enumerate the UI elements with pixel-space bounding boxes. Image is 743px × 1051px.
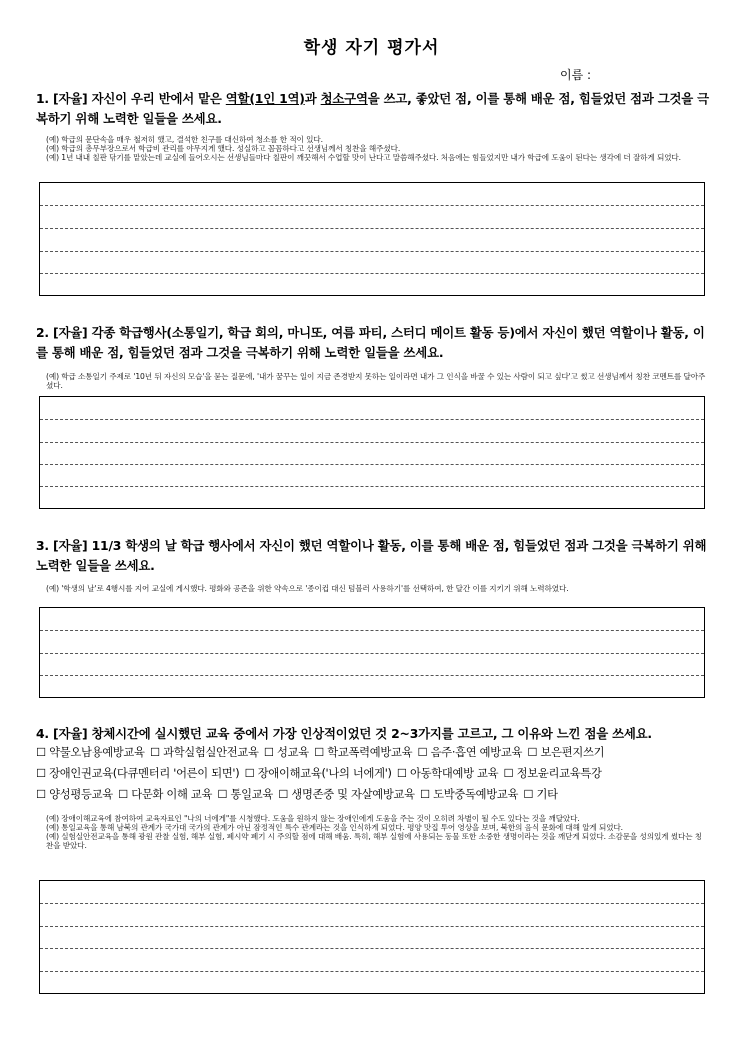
writing-line	[40, 205, 704, 206]
checkbox-icon: ☐	[503, 767, 514, 780]
checkbox-icon: ☐	[36, 767, 46, 780]
checkbox-icon: ☐	[420, 788, 430, 801]
option-checkbox[interactable]	[150, 746, 259, 759]
option-checkbox[interactable]	[523, 788, 557, 801]
page-title: 학생 자기 평가서	[303, 38, 440, 58]
writing-line	[40, 903, 704, 904]
q3-examples	[46, 584, 708, 593]
checkbox-icon: ☐	[244, 767, 255, 780]
q1-role-underlined: 역할(1인 1역)	[225, 91, 305, 106]
writing-line	[40, 251, 704, 252]
example-line: (예) 학급의 총무부장으로서 학급비 관리를 야무지게 했다. 성실하고 꼼꼼하다고 선생님께서 칭찬을 해주셨다.	[46, 144, 401, 153]
q2-examples	[46, 372, 708, 390]
checkbox-icon: ☐	[527, 746, 538, 759]
checkbox-icon: ☐	[523, 788, 534, 801]
writing-line	[40, 419, 704, 420]
answer-box-1[interactable]	[39, 182, 705, 296]
options-row	[36, 742, 716, 763]
option-label: 장애이해교육('나의 너에게')	[257, 767, 392, 780]
example-line: (예) 1년 내내 칠판 닦기를 맡았는데 교실에 들어오시는 선생님들마다 칠판이 깨끗해서 수업할 맛이 난다고 말씀해주셨다. 처음에는 힘들었지만 내가 학급에 도움이 된다는 생각에 더 잘하게 되었다.	[46, 153, 681, 162]
checkbox-icon: ☐	[396, 767, 407, 780]
example-line: (예) 통일교육을 통해 남북의 관계가 국가대 국가의 관계가 아닌 잠정적인 특수 관계라는 것을 인식하게 되었다. 평양 맛집 투어 영상을 보며, 북한의 음식 문화에 대해 알게 되었다.	[46, 823, 623, 832]
option-label: 정보윤리교육특강	[516, 767, 602, 780]
question-3: 3. [자율] 11/3 학생의 날 학급 행사에서 자신이 했던 역할이나 활동, 이를 통해 배운 점, 힘들었던 점과 그것을 극복하기 위해 노력한 일들을 쓰세요.	[36, 538, 707, 573]
option-label: 양성평등교육	[49, 788, 113, 801]
writing-line	[40, 273, 704, 274]
option-checkbox[interactable]	[418, 746, 523, 759]
example-line: (예) 장애이해교육에 참여하여 교육자료인 "나의 너에게"를 시청했다. 도움을 원하지 않는 장애인에게 도움을 주는 것이 오히려 차별이 될 수도 있다는 것을 깨달았다.	[46, 814, 580, 823]
option-checkbox[interactable]	[36, 788, 113, 801]
example-line: (예) 학급의 문단속을 매우 철저히 했고, 결석한 친구를 대신하여 청소를 한 적이 있다.	[46, 135, 323, 144]
option-checkbox[interactable]	[36, 767, 239, 780]
option-checkbox[interactable]	[527, 746, 604, 759]
writing-line	[40, 948, 704, 949]
option-label: 생명존중 및 자살예방교육	[291, 788, 415, 801]
checkbox-icon: ☐	[36, 788, 46, 801]
writing-line	[40, 464, 704, 465]
answer-box-3[interactable]	[39, 607, 705, 698]
checkbox-icon: ☐	[118, 788, 128, 801]
q1-cleaning-underlined: 청소구역	[320, 91, 368, 106]
question-2: 2. [자율] 각종 학급행사(소통일기, 학급 회의, 마니또, 여름 파티, 스터디 메이트 활동 등)에서 자신이 했던 역할이나 활동, 이를 통해 배운 점, 힘들었던 점과 그것을 극복하기 위해 노력한 일들을 쓰세요.	[36, 325, 705, 360]
option-checkbox[interactable]	[278, 788, 414, 801]
options-row	[36, 784, 716, 805]
q1-mid: 과	[304, 91, 321, 106]
writing-line	[40, 971, 704, 972]
question-1	[36, 89, 716, 129]
option-label: 통일교육	[230, 788, 273, 801]
option-label: 기타	[536, 788, 558, 801]
education-options	[36, 742, 716, 805]
question-4: 4. [자율] 창체시간에 실시했던 교육 중에서 가장 인상적이었던 것 2~3가지를 고르고, 그 이유와 느낀 점을 쓰세요.	[36, 726, 652, 741]
option-label: 성교육	[277, 746, 309, 759]
answer-box-2[interactable]	[39, 396, 705, 509]
example-line: (예) 실험실안전교육을 통해 광원 관찰 실험, 해부 실험, 폐시약 폐기 시 주의할 점에 대해 배움. 특히, 해부 실험에 사용되는 동물 또한 소중한 생명이라는 것을 깨닫게 되었다. 소감문을 성의있게 썼다는 칭찬을 받았다.	[46, 832, 702, 850]
q1-examples	[46, 135, 708, 162]
answer-box-4[interactable]	[39, 880, 705, 994]
q4-examples	[46, 814, 708, 850]
option-checkbox[interactable]	[36, 746, 145, 759]
writing-line	[40, 442, 704, 443]
option-label: 과학실험실안전교육	[163, 746, 259, 759]
option-label: 약물오남용예방교육	[49, 746, 145, 759]
checkbox-icon: ☐	[149, 746, 160, 759]
checkbox-icon: ☐	[278, 788, 289, 801]
option-label: 장애인권교육(다큐멘터리 '어른이 되면')	[49, 767, 240, 780]
checkbox-icon: ☐	[417, 746, 428, 759]
example-line: (예) '학생의 날'로 4행시를 지어 교실에 게시했다. 평화와 공존을 위한 약속으로 '종이컵 대신 텀블러 사용하기'를 선택하여, 한 달간 이를 지키기 위해 노력하였다.	[46, 584, 569, 593]
q1-prefix: 1. [자율] 자신이 우리 반에서 맡은	[36, 91, 226, 106]
option-checkbox[interactable]	[314, 746, 412, 759]
name-label: 이름 :	[560, 68, 592, 82]
checkbox-icon: ☐	[217, 788, 228, 801]
option-checkbox[interactable]	[397, 767, 498, 780]
option-label: 음주·흡연 예방교육	[430, 746, 523, 759]
checkbox-icon: ☐	[263, 746, 274, 759]
writing-line	[40, 228, 704, 229]
checkbox-icon: ☐	[36, 746, 46, 759]
option-checkbox[interactable]	[264, 746, 309, 759]
option-checkbox[interactable]	[217, 788, 273, 801]
option-label: 아동학대예방 교육	[410, 767, 499, 780]
writing-line	[40, 675, 704, 676]
option-label: 학교폭력예방교육	[327, 746, 413, 759]
option-checkbox[interactable]	[420, 788, 518, 801]
option-checkbox[interactable]	[504, 767, 602, 780]
option-checkbox[interactable]	[118, 788, 212, 801]
writing-line	[40, 486, 704, 487]
option-label: 도박중독예방교육	[433, 788, 519, 801]
option-label: 다문화 이해 교육	[131, 788, 213, 801]
writing-line	[40, 630, 704, 631]
options-row	[36, 763, 716, 784]
writing-line	[40, 926, 704, 927]
option-label: 보은편지쓰기	[540, 746, 605, 759]
checkbox-icon: ☐	[314, 746, 324, 759]
q1-suffix: 을 쓰고, 좋았던 점, 이를 통해 배운 점, 힘들었던 점과 그것을 극복하기 위해 노력한 일들을 쓰세요.	[36, 91, 709, 126]
example-line: (예) 학급 소통일기 주제로 '10년 뒤 자신의 모습'을 묻는 질문에, '내가 꿈꾸는 일이 지금 존경받지 못하는 일이라면 내가 그 인식을 바꿀 수 있는 사람이 되고 싶다'고 썼고 선생님께서 칭찬 코멘트를 달아주셨다.	[46, 372, 706, 390]
writing-line	[40, 653, 704, 654]
option-checkbox[interactable]	[245, 767, 392, 780]
